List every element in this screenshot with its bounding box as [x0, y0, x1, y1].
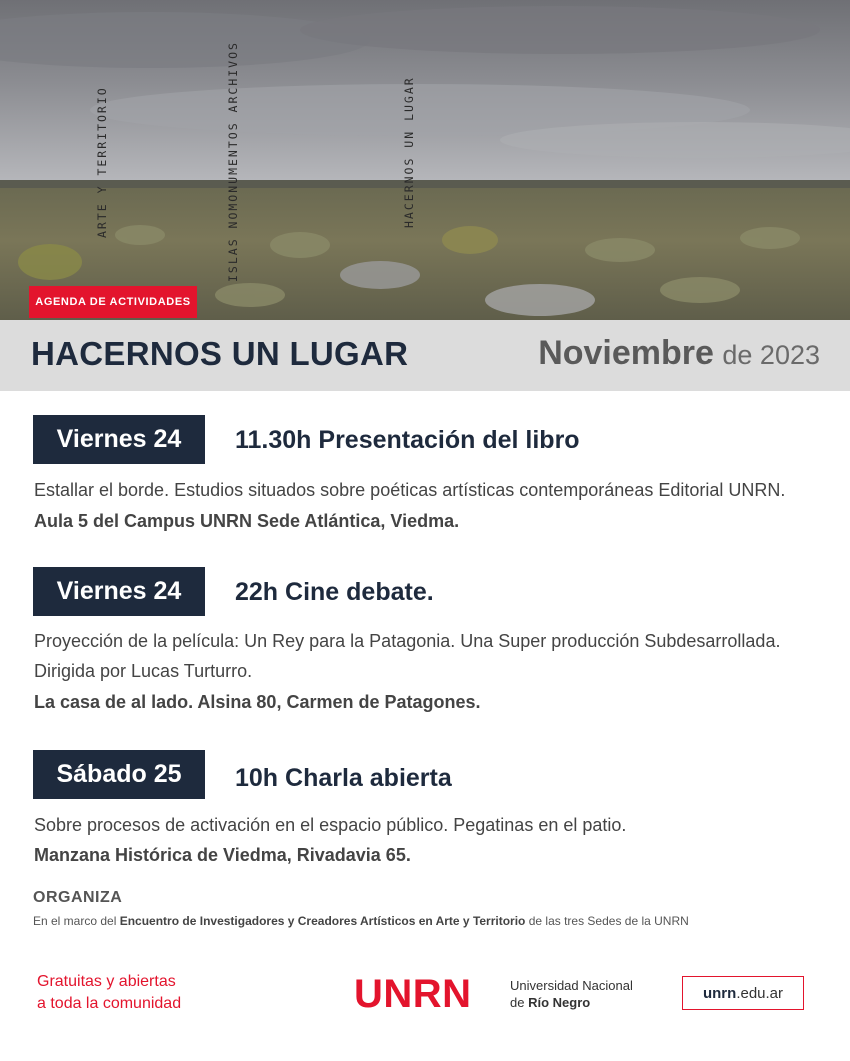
month-label: [538, 334, 820, 373]
event-place: La casa de al lado. Alsina 80, Carmen de Patagones.: [34, 692, 481, 712]
event-place: Aula 5 del Campus UNRN Sede Atlántica, Viedma.: [34, 511, 460, 531]
free-line-2: a toda la comunidad: [37, 995, 182, 1012]
event-description: Dirigida por Lucas Turturro.: [34, 661, 253, 681]
free-access-note: [37, 971, 181, 1015]
event-description: Proyección de la película: Un Rey para la Patagonia. Una Super producción Subdesarrollada.: [34, 631, 781, 651]
unrn-logo: UNRN: [354, 972, 472, 1016]
event-date-box: Sábado 25: [33, 750, 205, 799]
event-place: Manzana Histórica de Viedma, Rivadavia 65.: [34, 845, 411, 865]
organiza-suffix: de las tres Sedes de la UNRN: [528, 914, 689, 928]
website-link[interactable]: [682, 976, 804, 1010]
event-description: Sobre procesos de activación en el espacio público. Pegatinas en el patio.: [34, 815, 627, 835]
vertical-text-hacernos: HACERNOS UN LUGAR: [402, 76, 416, 228]
organiza-text: [33, 914, 689, 928]
month-year: de 2023: [722, 340, 820, 370]
vertical-text-islas: ISLAS NOMONUMENTOS ARCHIVOS: [226, 41, 240, 282]
unrn-logo-subtitle: [510, 977, 633, 1011]
website-rest: .edu.ar: [736, 984, 784, 1002]
landscape-photo: [0, 0, 850, 320]
month-name: Noviembre: [538, 334, 714, 372]
free-line-1: Gratuitas y abiertas: [37, 973, 176, 990]
logo-sub-line-1: Universidad Nacional: [510, 978, 633, 993]
event-date-box: Viernes 24: [33, 415, 205, 464]
logo-sub-line-2: [510, 994, 633, 1011]
event-date-box: Viernes 24: [33, 567, 205, 616]
event-title: 22h Cine debate.: [235, 578, 434, 606]
event-title: 10h Charla abierta: [235, 764, 452, 792]
event-description: Estallar el borde. Estudios situados sobre poéticas artísticas contemporáneas Editorial UNRN.: [34, 480, 786, 500]
page-title: HACERNOS UN LUGAR: [31, 335, 409, 372]
agenda-badge: AGENDA DE ACTIVIDADES: [29, 286, 197, 318]
logo-sub-bold: Río Negro: [528, 995, 591, 1010]
organiza-label: ORGANIZA: [33, 889, 123, 906]
vertical-text-arte-territorio: ARTE Y TERRITORIO: [95, 86, 109, 238]
hero-landscape-image: [0, 0, 850, 320]
website-bold: unrn: [702, 984, 737, 1002]
organiza-highlight: Encuentro de Investigadores y Creadores Artísticos en Arte y Territorio: [119, 914, 526, 928]
logo-sub-prefix: de: [510, 995, 525, 1010]
event-title: 11.30h Presentación del libro: [235, 426, 580, 454]
organiza-prefix: En el marco del: [33, 914, 117, 928]
